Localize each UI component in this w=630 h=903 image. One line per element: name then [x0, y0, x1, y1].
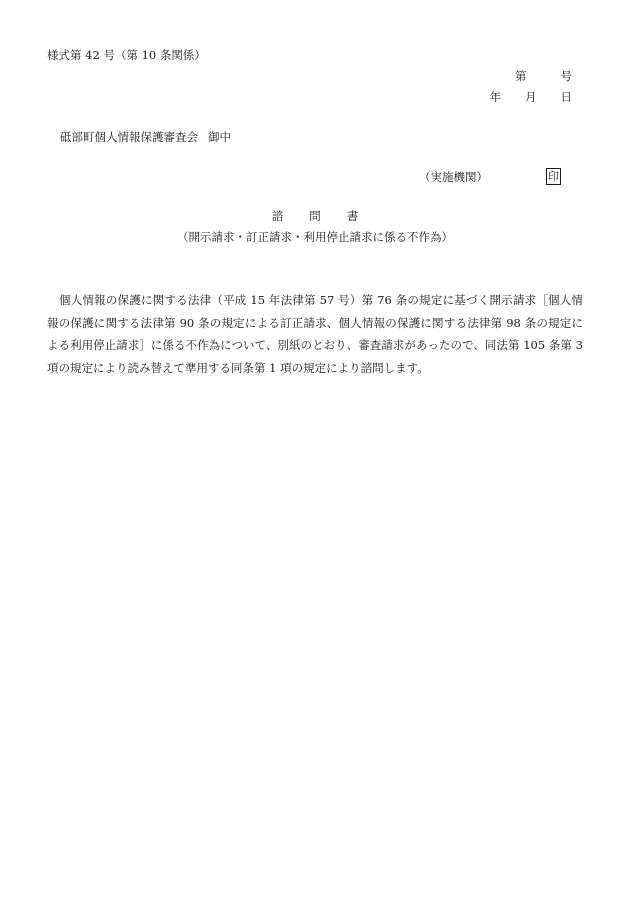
title-char-3: 書: [346, 209, 359, 223]
agency-label: （実施機関）: [419, 170, 488, 184]
addressee-name: 砥部町個人情報保護審査会: [60, 130, 198, 144]
document-title: [0, 210, 630, 224]
title-char-1: 諮: [271, 209, 284, 223]
body-paragraph: 個人情報の保護に関する法律（平成 15 年法律第 57 号）第 76 条の規定に基づく開示請求［個人情報の保護に関する法律第 90 条の規定による訂正請求、個人情報の保護に関する法律第 98 条の規定による利用停止請求］に係る不作為について、別紙のとおり、審査請求があったので、同法第 105 条第 3 項の規定により読み替えて準用する同条第 1 項の規定により諮問します。: [47, 293, 583, 375]
document-number-prefix: 第: [515, 69, 527, 83]
form-number: 様式第 42 号（第 10 条関係）: [47, 48, 206, 62]
addressee-honorific: 御中: [208, 130, 231, 144]
date-day: 日: [560, 90, 572, 104]
seal-mark: 印: [548, 170, 559, 183]
addressee: [60, 131, 231, 145]
date-year: 年: [489, 90, 501, 104]
date-month: 月: [525, 90, 537, 104]
title-char-2: 問: [309, 209, 321, 223]
document-number: [515, 70, 572, 84]
document-number-suffix: 号: [560, 69, 572, 83]
date-line: [490, 91, 573, 105]
document-subtitle: （開示請求・訂正請求・利用停止請求に係る不作為）: [177, 230, 453, 244]
